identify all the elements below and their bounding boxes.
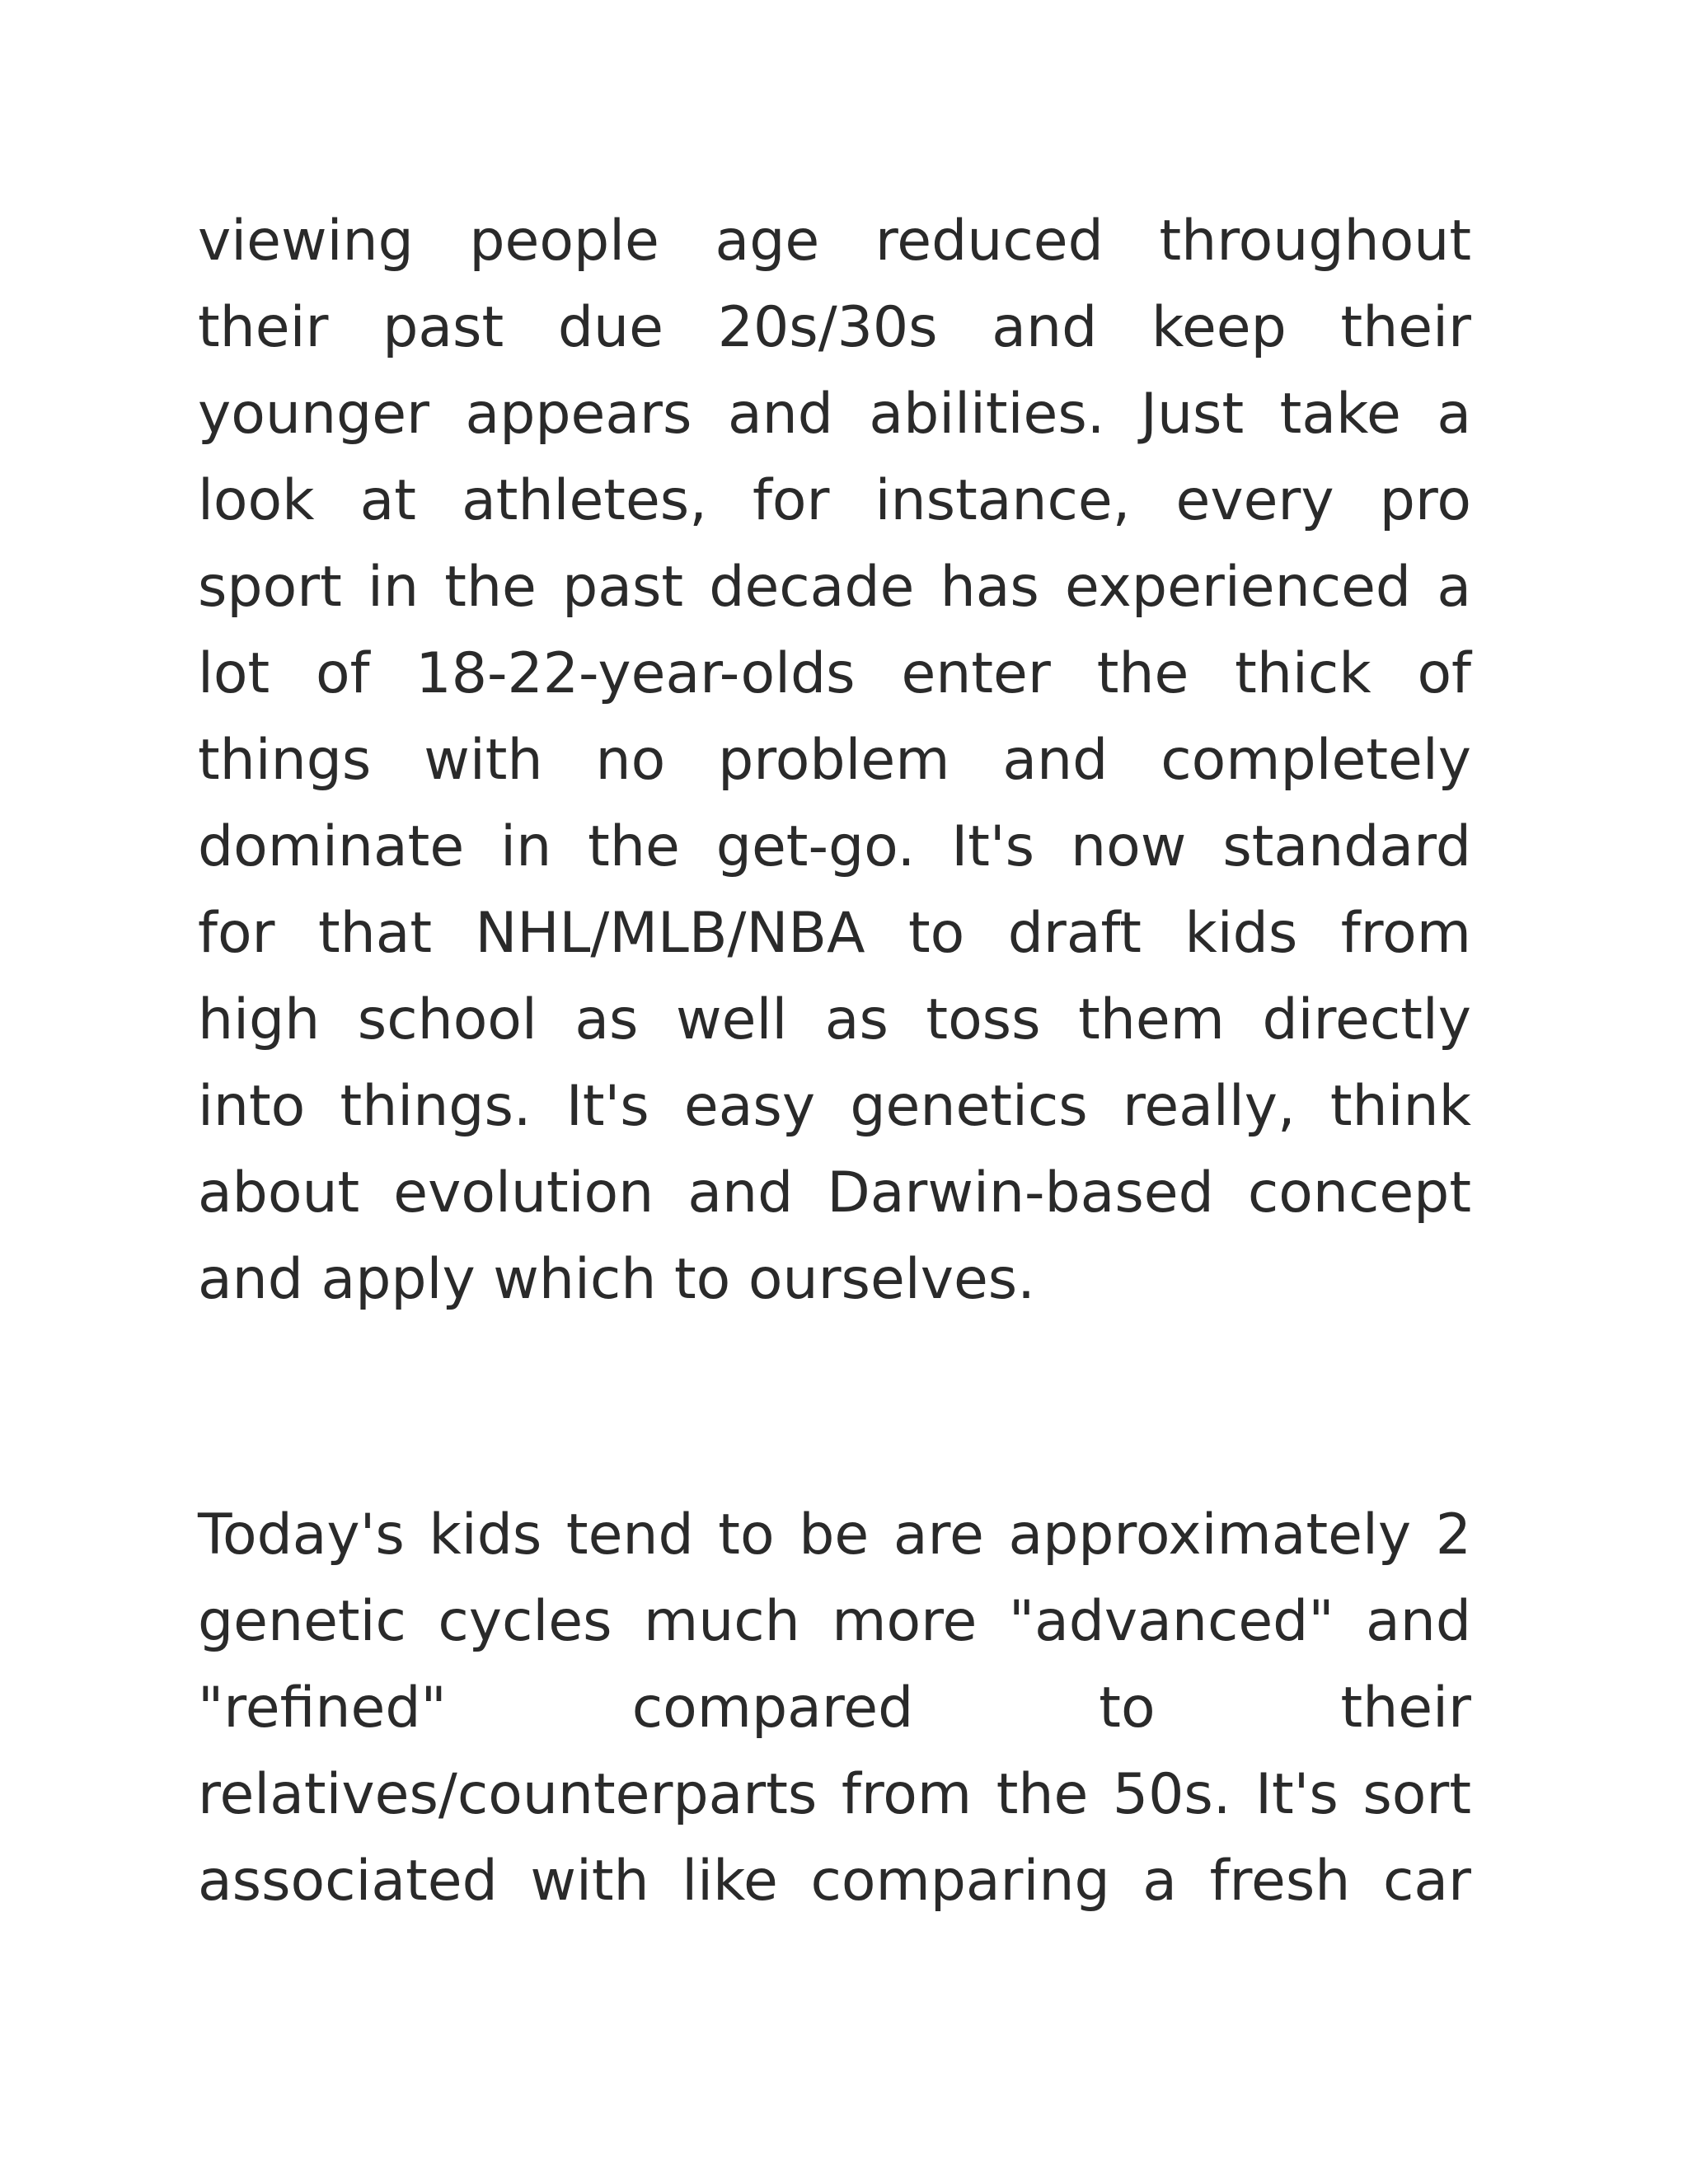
text-line: genetic cycles much more "advanced" and: [198, 1589, 1471, 1654]
text-line: things with no problem and completely: [198, 728, 1471, 793]
text-line: dominate in the get-go. It's now standard: [198, 814, 1471, 879]
text-line: into things. It's easy genetics really, think: [198, 1074, 1471, 1139]
text-line: younger appears and abilities. Just take a: [198, 382, 1471, 447]
text-line: relatives/counterparts from the 50s. It's sort: [198, 1762, 1471, 1827]
paragraph-1: [198, 198, 1471, 1323]
text-line: their past due 20s/30s and keep their: [198, 295, 1471, 360]
text-line: for that NHL/MLB/NBA to draft kids from: [198, 901, 1471, 966]
text-line: look at athletes, for instance, every pro: [198, 468, 1471, 533]
text-line: lot of 18-22-year-olds enter the thick of: [198, 641, 1471, 706]
text-line: and apply which to ourselves.: [198, 1247, 1035, 1312]
text-line: about evolution and Darwin-based concept: [198, 1160, 1471, 1226]
text-line: "refined" compared to their: [198, 1675, 1471, 1741]
text-line: high school as well as toss them directly: [198, 987, 1471, 1052]
text-line: viewing people age reduced throughout: [198, 209, 1471, 274]
text-line: sport in the past decade has experienced a: [198, 555, 1471, 620]
text-line: associated with like comparing a fresh car: [198, 1849, 1471, 1914]
paragraph-2: [198, 1492, 1471, 1924]
text-line: Today's kids tend to be are approximately 2: [198, 1502, 1471, 1568]
